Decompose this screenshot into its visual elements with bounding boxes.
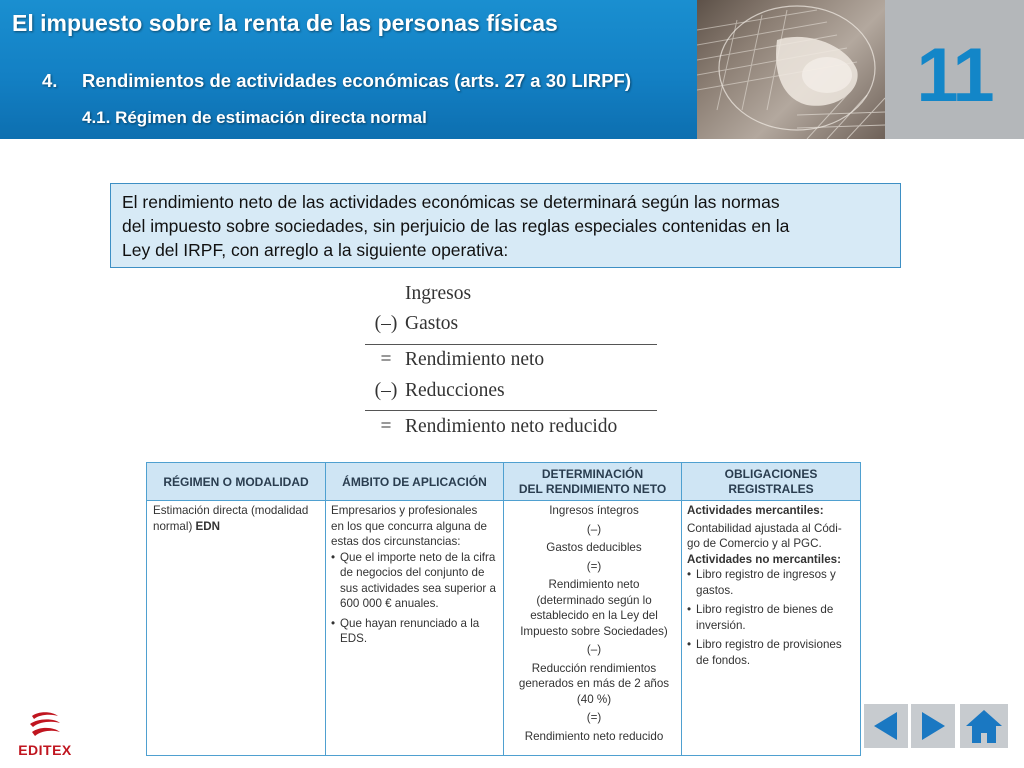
formula-row [365,283,657,313]
bullet-icon: • [331,550,336,564]
bullet-icon: • [687,638,692,651]
formula-operator: = [380,349,392,370]
cell-line: EDS. [340,632,368,645]
cell-line: Rendimiento neto [548,578,640,591]
bullet-item [687,602,857,633]
cell-line [153,519,325,535]
bullet-text [696,602,857,633]
formula-operator: = [380,416,392,437]
chapter-number: 11 [916,33,993,118]
section-number: 4. [42,70,58,91]
cell-line: (–) [586,643,602,656]
bullet-icon: • [687,568,692,581]
editex-logo-text: EDITEX [18,742,72,758]
cell-line: 600 000 € anuales. [340,597,439,610]
chapter-box [885,0,1024,139]
table-header-cell [147,463,325,501]
header-determinacion-2: DEL RENDIMIENTO NETO [518,482,667,496]
cell-line: Rendimiento neto reducido [524,729,664,743]
cell-line: Libro registro de provisiones [696,638,842,651]
cell-line: (40 %) [576,692,612,706]
bullet-item [687,637,857,668]
formula-row [365,416,657,446]
home-icon [964,707,1004,745]
table-header-cell [504,463,681,501]
header-determinacion: DETERMINACIÓN [541,467,644,481]
table-cell-regimen [153,503,325,534]
bullet-item [331,616,501,647]
table-cell-ambito [331,503,501,647]
cell-line: (=) [586,711,602,724]
formula-label: Reducciones [405,380,505,401]
table-cell-obligaciones [687,503,857,668]
editex-logo [10,710,80,760]
cell-line: generados en más de 2 años [518,677,670,690]
intro-line: El rendimiento neto de las actividades económicas se determinará según las normas [122,192,780,212]
editex-logo-icon [10,710,80,744]
home-button[interactable] [960,704,1008,748]
cell-line: de negocios del conjunto de [340,566,485,579]
cell-bold: EDN [195,519,221,533]
formula-label: Rendimiento neto reducido [405,416,618,437]
formula-operator: (–) [374,380,398,401]
formula-row [365,313,657,343]
table-cell-determinacion [509,503,679,744]
cell-line: Reducción rendimientos [531,661,657,675]
cell-line: Que el importe neto de la cifra [340,550,496,564]
header-regimen: RÉGIMEN O MODALIDAD [163,474,309,489]
cell-line: Libro registro de ingresos y [696,568,836,581]
cell-line: establecido en la Ley del [530,609,658,622]
formula-label: Ingresos [405,283,472,304]
cell-line: en los que concurra alguna de [331,519,487,533]
header-photo [697,0,885,139]
cell-line: (determinado según lo [536,593,652,607]
formula-label: Gastos [405,313,459,334]
cell-line: sus actividades sea superior a [340,581,496,595]
cell-line: Que hayan renunciado a la [340,616,480,630]
cell-line: go de Comercio y al PGC. [687,537,822,550]
section-heading [42,70,631,92]
previous-button[interactable] [864,704,908,748]
cell-subheading: Actividades no mercantiles: [687,552,841,566]
formula-row [365,349,657,379]
formula-operator: (–) [374,313,398,334]
header-obligaciones: OBLIGACIONES [724,467,818,481]
regimen-table [146,462,861,756]
bullet-item [687,567,857,598]
subsection-heading: 4.1. Régimen de estimación directa normal [82,108,427,127]
arrow-left-icon [869,709,903,743]
bullet-text [340,616,501,647]
cell-line: (–) [586,522,602,536]
intro-line: Ley del IRPF, con arreglo a la siguiente operativa: [122,240,509,260]
next-button[interactable] [911,704,955,748]
cell-subheading: Actividades mercantiles: [687,504,824,517]
arrow-right-icon [916,709,950,743]
formula-label: Rendimiento neto [405,349,545,370]
formula-divider [365,410,657,411]
column-divider [325,463,326,755]
header-ambito: ÁMBITO DE APLICACIÓN [342,474,487,489]
cell-line: Impuesto sobre Sociedades) [520,624,668,638]
bullet-text [696,567,857,598]
intro-line: del impuesto sobre sociedades, sin perjuicio de las reglas especiales contenidas en la [122,216,790,236]
cell-line: inversión. [696,618,746,632]
intro-text-box [110,183,901,268]
bullet-icon: • [331,616,336,630]
cell-line: de fondos. [696,653,751,667]
bullet-text [696,637,857,668]
column-divider [503,463,504,755]
formula-row [365,380,657,410]
bullet-text [340,550,501,612]
section-title: Rendimientos de actividades económicas (arts. 27 a 30 LIRPF) [82,70,632,91]
cell-line: Gastos deducibles [546,541,642,554]
cell-line: (=) [586,559,602,573]
column-divider [681,463,682,755]
keyboard-hand-image [697,0,885,139]
cell-line: Estimación directa (modalidad [153,504,309,517]
cell-line: Ingresos íntegros [549,504,639,517]
formula-divider [365,344,657,345]
table-header-cell [326,463,503,501]
header-obligaciones-2: REGISTRALES [728,482,814,496]
cell-line: estas dos circunstancias: [331,535,461,548]
cell-line: Libro registro de bienes de [696,603,834,616]
cell-line: gastos. [696,583,734,597]
bullet-icon: • [687,603,692,616]
bullet-item [331,550,501,612]
table-header-cell [682,463,860,501]
cell-text: normal) [153,519,196,533]
cell-line: Empresarios y profesionales [331,504,478,517]
page-title: El impuesto sobre la renta de las personas físicas [12,10,558,36]
cell-line: Contabilidad ajustada al Códi- [687,521,842,535]
